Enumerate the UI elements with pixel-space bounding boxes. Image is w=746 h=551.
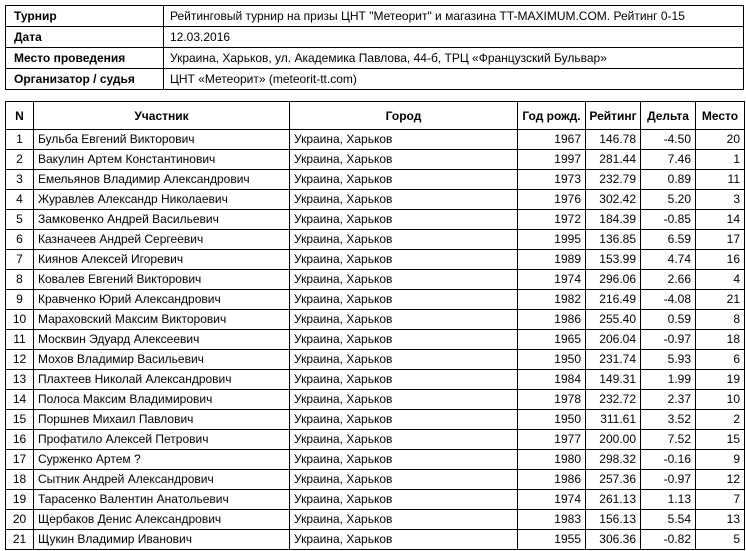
table-row <box>6 470 745 490</box>
cell-city: Украина, Харьков <box>290 350 518 370</box>
organizer-value: ЦНТ «Метеорит» (meteorit-tt.com) <box>164 69 744 90</box>
info-row-venue <box>6 48 744 69</box>
cell-birth-year: 1955 <box>518 530 586 550</box>
date-label: Дата <box>6 27 164 48</box>
cell-delta: 4.74 <box>641 250 696 270</box>
cell-rating: 306.36 <box>586 530 641 550</box>
header-place: Место <box>696 102 745 130</box>
cell-participant: Полоса Максим Владимирович <box>34 390 290 410</box>
cell-delta: 1.13 <box>641 490 696 510</box>
info-row-organizer <box>6 69 744 90</box>
cell-birth-year: 1965 <box>518 330 586 350</box>
organizer-label: Организатор / судья <box>6 69 164 90</box>
cell-delta: 3.52 <box>641 410 696 430</box>
cell-rating: 231.74 <box>586 350 641 370</box>
cell-rating: 257.36 <box>586 470 641 490</box>
cell-city: Украина, Харьков <box>290 210 518 230</box>
cell-participant: Профатило Алексей Петрович <box>34 430 290 450</box>
cell-place: 14 <box>696 210 745 230</box>
cell-rating: 302.42 <box>586 190 641 210</box>
cell-participant: Кравченко Юрий Александрович <box>34 290 290 310</box>
cell-participant: Мараховский Максим Викторович <box>34 310 290 330</box>
cell-delta: 5.54 <box>641 510 696 530</box>
cell-delta: -0.16 <box>641 450 696 470</box>
cell-place: 1 <box>696 150 745 170</box>
cell-place: 17 <box>696 230 745 250</box>
cell-participant: Киянов Алексей Игоревич <box>34 250 290 270</box>
cell-n: 14 <box>6 390 34 410</box>
cell-n: 16 <box>6 430 34 450</box>
cell-birth-year: 1950 <box>518 410 586 430</box>
cell-rating: 255.40 <box>586 310 641 330</box>
cell-rating: 153.99 <box>586 250 641 270</box>
cell-place: 7 <box>696 490 745 510</box>
table-row <box>6 130 745 150</box>
cell-place: 19 <box>696 370 745 390</box>
header-delta: Дельта <box>641 102 696 130</box>
cell-birth-year: 1977 <box>518 430 586 450</box>
cell-birth-year: 1950 <box>518 350 586 370</box>
table-row <box>6 290 745 310</box>
table-row <box>6 350 745 370</box>
table-row <box>6 310 745 330</box>
cell-birth-year: 1973 <box>518 170 586 190</box>
cell-place: 2 <box>696 410 745 430</box>
cell-n: 15 <box>6 410 34 430</box>
cell-n: 20 <box>6 510 34 530</box>
cell-n: 21 <box>6 530 34 550</box>
cell-place: 8 <box>696 310 745 330</box>
info-row-tournament <box>6 6 744 27</box>
cell-birth-year: 1983 <box>518 510 586 530</box>
cell-place: 3 <box>696 190 745 210</box>
tournament-value: Рейтинговый турнир на призы ЦНТ "Метеорит" и магазина TT-MAXIMUM.COM. Рейтинг 0-15 <box>164 6 744 27</box>
cell-delta: 7.52 <box>641 430 696 450</box>
table-row <box>6 210 745 230</box>
table-row <box>6 270 745 290</box>
results-table <box>5 101 745 550</box>
cell-delta: -0.82 <box>641 530 696 550</box>
cell-city: Украина, Харьков <box>290 410 518 430</box>
cell-city: Украина, Харьков <box>290 490 518 510</box>
table-row <box>6 250 745 270</box>
table-row <box>6 330 745 350</box>
cell-n: 7 <box>6 250 34 270</box>
cell-place: 10 <box>696 390 745 410</box>
cell-delta: -0.97 <box>641 330 696 350</box>
cell-n: 19 <box>6 490 34 510</box>
cell-participant: Вакулин Артем Константинович <box>34 150 290 170</box>
cell-place: 9 <box>696 450 745 470</box>
cell-city: Украина, Харьков <box>290 470 518 490</box>
table-row <box>6 230 745 250</box>
cell-delta: 0.59 <box>641 310 696 330</box>
cell-city: Украина, Харьков <box>290 130 518 150</box>
cell-n: 4 <box>6 190 34 210</box>
cell-city: Украина, Харьков <box>290 530 518 550</box>
header-birth-year: Год рожд. <box>518 102 586 130</box>
cell-participant: Сурженко Артем ? <box>34 450 290 470</box>
table-row <box>6 190 745 210</box>
tournament-label: Турнир <box>6 6 164 27</box>
cell-n: 17 <box>6 450 34 470</box>
cell-city: Украина, Харьков <box>290 150 518 170</box>
cell-rating: 146.78 <box>586 130 641 150</box>
cell-participant: Бульба Евгений Викторович <box>34 130 290 150</box>
cell-delta: -0.85 <box>641 210 696 230</box>
cell-birth-year: 1972 <box>518 210 586 230</box>
cell-place: 4 <box>696 270 745 290</box>
table-row <box>6 490 745 510</box>
cell-city: Украина, Харьков <box>290 230 518 250</box>
cell-rating: 200.00 <box>586 430 641 450</box>
cell-birth-year: 1980 <box>518 450 586 470</box>
cell-rating: 156.13 <box>586 510 641 530</box>
cell-participant: Емельянов Владимир Александрович <box>34 170 290 190</box>
date-value: 12.03.2016 <box>164 27 744 48</box>
cell-place: 20 <box>696 130 745 150</box>
cell-city: Украина, Харьков <box>290 270 518 290</box>
cell-birth-year: 1978 <box>518 390 586 410</box>
table-row <box>6 390 745 410</box>
cell-place: 18 <box>696 330 745 350</box>
cell-delta: 6.59 <box>641 230 696 250</box>
cell-rating: 296.06 <box>586 270 641 290</box>
cell-delta: 7.46 <box>641 150 696 170</box>
cell-city: Украина, Харьков <box>290 390 518 410</box>
cell-city: Украина, Харьков <box>290 290 518 310</box>
cell-place: 13 <box>696 510 745 530</box>
cell-birth-year: 1989 <box>518 250 586 270</box>
info-row-date <box>6 27 744 48</box>
table-row <box>6 170 745 190</box>
cell-n: 2 <box>6 150 34 170</box>
cell-participant: Тарасенко Валентин Анатольевич <box>34 490 290 510</box>
cell-delta: 5.93 <box>641 350 696 370</box>
table-row <box>6 370 745 390</box>
cell-n: 8 <box>6 270 34 290</box>
cell-participant: Поршнев Михаил Павлович <box>34 410 290 430</box>
cell-participant: Щукин Владимир Иванович <box>34 530 290 550</box>
cell-city: Украина, Харьков <box>290 510 518 530</box>
cell-rating: 136.85 <box>586 230 641 250</box>
cell-n: 10 <box>6 310 34 330</box>
table-row <box>6 430 745 450</box>
cell-delta: 1.99 <box>641 370 696 390</box>
cell-city: Украина, Харьков <box>290 450 518 470</box>
cell-n: 12 <box>6 350 34 370</box>
cell-n: 3 <box>6 170 34 190</box>
cell-rating: 281.44 <box>586 150 641 170</box>
table-row <box>6 510 745 530</box>
cell-delta: 0.89 <box>641 170 696 190</box>
cell-birth-year: 1982 <box>518 290 586 310</box>
cell-n: 5 <box>6 210 34 230</box>
venue-value: Украина, Харьков, ул. Академика Павлова, 44-б, ТРЦ «Французский Бульвар» <box>164 48 744 69</box>
cell-birth-year: 1974 <box>518 270 586 290</box>
cell-rating: 232.72 <box>586 390 641 410</box>
results-body <box>6 130 745 550</box>
header-participant: Участник <box>34 102 290 130</box>
cell-rating: 261.13 <box>586 490 641 510</box>
cell-rating: 206.04 <box>586 330 641 350</box>
cell-city: Украина, Харьков <box>290 250 518 270</box>
header-city: Город <box>290 102 518 130</box>
cell-city: Украина, Харьков <box>290 370 518 390</box>
table-row <box>6 410 745 430</box>
header-n: N <box>6 102 34 130</box>
cell-birth-year: 1995 <box>518 230 586 250</box>
cell-n: 6 <box>6 230 34 250</box>
cell-place: 12 <box>696 470 745 490</box>
cell-participant: Замковенко Андрей Васильевич <box>34 210 290 230</box>
cell-n: 13 <box>6 370 34 390</box>
cell-rating: 149.31 <box>586 370 641 390</box>
cell-delta: -4.50 <box>641 130 696 150</box>
cell-participant: Мохов Владимир Васильевич <box>34 350 290 370</box>
cell-rating: 298.32 <box>586 450 641 470</box>
cell-participant: Москвин Эдуард Алексеевич <box>34 330 290 350</box>
tournament-info-table <box>5 5 744 90</box>
cell-n: 18 <box>6 470 34 490</box>
table-row <box>6 450 745 470</box>
cell-place: 21 <box>696 290 745 310</box>
cell-n: 9 <box>6 290 34 310</box>
cell-delta: -4.08 <box>641 290 696 310</box>
cell-city: Украина, Харьков <box>290 170 518 190</box>
cell-city: Украина, Харьков <box>290 310 518 330</box>
cell-participant: Сытник Андрей Александрович <box>34 470 290 490</box>
cell-delta: 5.20 <box>641 190 696 210</box>
cell-n: 11 <box>6 330 34 350</box>
cell-delta: -0.97 <box>641 470 696 490</box>
cell-place: 5 <box>696 530 745 550</box>
cell-birth-year: 1984 <box>518 370 586 390</box>
cell-rating: 216.49 <box>586 290 641 310</box>
cell-delta: 2.66 <box>641 270 696 290</box>
header-rating: Рейтинг <box>586 102 641 130</box>
cell-birth-year: 1976 <box>518 190 586 210</box>
cell-delta: 2.37 <box>641 390 696 410</box>
cell-city: Украина, Харьков <box>290 430 518 450</box>
table-row <box>6 150 745 170</box>
cell-n: 1 <box>6 130 34 150</box>
table-row <box>6 530 745 550</box>
cell-participant: Ковалев Евгений Викторович <box>34 270 290 290</box>
cell-birth-year: 1986 <box>518 470 586 490</box>
cell-rating: 232.79 <box>586 170 641 190</box>
cell-place: 11 <box>696 170 745 190</box>
cell-participant: Плахтеев Николай Александрович <box>34 370 290 390</box>
cell-participant: Казначеев Андрей Сергеевич <box>34 230 290 250</box>
cell-birth-year: 1997 <box>518 150 586 170</box>
results-header-row <box>6 102 745 130</box>
cell-rating: 311.61 <box>586 410 641 430</box>
cell-city: Украина, Харьков <box>290 330 518 350</box>
cell-city: Украина, Харьков <box>290 190 518 210</box>
cell-birth-year: 1974 <box>518 490 586 510</box>
cell-participant: Щербаков Денис Александрович <box>34 510 290 530</box>
cell-place: 6 <box>696 350 745 370</box>
cell-participant: Журавлев Александр Николаевич <box>34 190 290 210</box>
cell-birth-year: 1986 <box>518 310 586 330</box>
cell-place: 15 <box>696 430 745 450</box>
cell-place: 16 <box>696 250 745 270</box>
cell-rating: 184.39 <box>586 210 641 230</box>
venue-label: Место проведения <box>6 48 164 69</box>
cell-birth-year: 1967 <box>518 130 586 150</box>
